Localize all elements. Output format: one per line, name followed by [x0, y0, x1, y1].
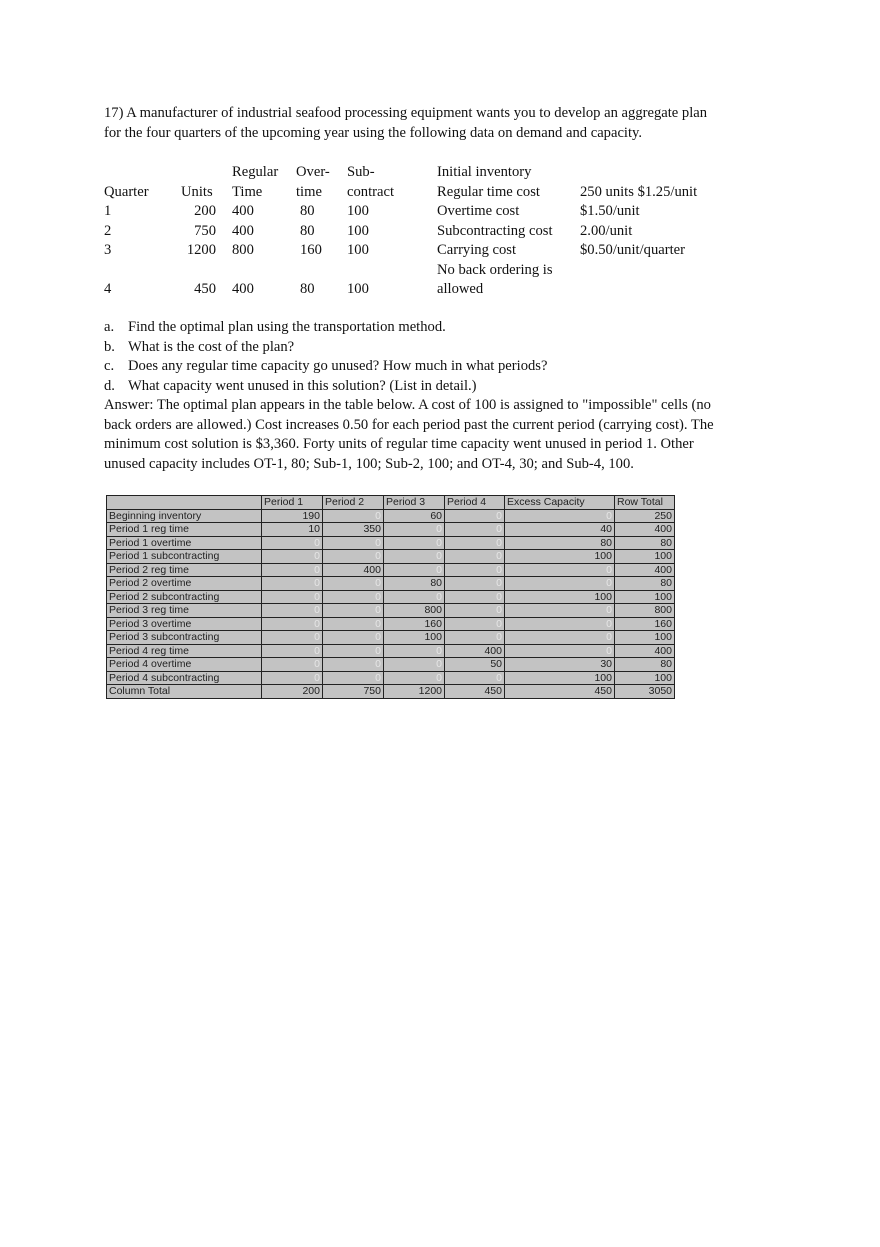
cost-value: $0.50/unit/quarter	[580, 242, 685, 258]
cost-label: Initial inventory	[437, 164, 532, 180]
solution-table	[106, 495, 675, 699]
header-sub: Sub-	[347, 164, 375, 180]
table-cell: 0	[384, 590, 445, 604]
column-header	[107, 496, 262, 510]
quarter-cell: 1	[104, 203, 112, 219]
table-row	[107, 604, 675, 618]
table-cell: 0	[262, 631, 323, 645]
table-cell: 400	[445, 644, 505, 658]
table-cell: 0	[445, 536, 505, 550]
table-cell: 100	[505, 550, 615, 564]
quarter-cell: 3	[104, 242, 112, 258]
header-quarter: Quarter	[104, 184, 149, 200]
table-row	[107, 658, 675, 672]
table-cell: 1200	[384, 685, 445, 699]
units-cell: 750	[194, 223, 216, 239]
cost-value: 250 units $1.25/unit	[580, 183, 698, 200]
answer-line: minimum cost solution is $3,360. Forty units of regular time capacity went unused in period 1. Other	[104, 436, 694, 452]
header-time: Time	[232, 184, 263, 200]
quarter-cell: 4	[104, 281, 112, 297]
table-cell: 0	[445, 671, 505, 685]
table-row	[107, 563, 675, 577]
table-cell: 80	[505, 536, 615, 550]
table-row	[107, 577, 675, 591]
table-cell: 800	[384, 604, 445, 618]
table-row	[107, 617, 675, 631]
subcontract-cell: 100	[347, 223, 369, 239]
subcontract-cell: 100	[347, 203, 369, 219]
table-cell: 0	[445, 523, 505, 537]
table-cell: 100	[615, 671, 675, 685]
table-cell: 0	[384, 671, 445, 685]
table-cell: 0	[384, 658, 445, 672]
table-cell: 30	[505, 658, 615, 672]
regular-cell: 400	[232, 223, 254, 239]
table-cell: 450	[445, 685, 505, 699]
subcontract-cell: 100	[347, 281, 369, 297]
table-cell: 0	[505, 604, 615, 618]
table-cell: 0	[262, 536, 323, 550]
table-cell: 0	[262, 671, 323, 685]
table-cell: 60	[384, 509, 445, 523]
part-key: d.	[104, 377, 115, 394]
overtime-cell: 80	[300, 203, 315, 219]
column-header: Period 4	[445, 496, 505, 510]
row-label: Period 1 overtime	[107, 536, 262, 550]
table-row	[107, 550, 675, 564]
table-cell: 160	[615, 617, 675, 631]
table-cell: 0	[262, 617, 323, 631]
table-cell: 400	[323, 563, 384, 577]
row-label: Beginning inventory	[107, 509, 262, 523]
overtime-cell: 80	[300, 281, 315, 297]
table-cell: 0	[323, 550, 384, 564]
table-cell: 50	[445, 658, 505, 672]
table-cell: 750	[323, 685, 384, 699]
table-cell: 0	[384, 644, 445, 658]
part-key: a.	[104, 319, 115, 335]
header-over: Over-	[296, 164, 330, 180]
table-cell: 400	[615, 563, 675, 577]
table-cell: 0	[445, 631, 505, 645]
table-cell: 0	[262, 658, 323, 672]
table-cell: 0	[384, 523, 445, 537]
answer-line: back orders are allowed.) Cost increases 0.50 for each period past the current period (carrying cost). The	[104, 416, 714, 433]
table-cell: 80	[384, 577, 445, 591]
column-header: Row Total	[615, 496, 675, 510]
cost-label: Overtime cost	[437, 203, 520, 219]
table-cell: 0	[323, 509, 384, 523]
table-cell: 80	[615, 536, 675, 550]
overtime-cell: 80	[300, 223, 315, 239]
table-cell: 0	[445, 509, 505, 523]
table-cell: 0	[505, 577, 615, 591]
header-regular: Regular	[232, 164, 279, 180]
cost-value: $1.50/unit	[580, 203, 640, 219]
table-cell: 0	[445, 550, 505, 564]
column-header: Excess Capacity	[505, 496, 615, 510]
table-cell: 0	[505, 631, 615, 645]
row-label: Period 4 subcontracting	[107, 671, 262, 685]
table-cell: 100	[505, 590, 615, 604]
subcontract-cell: 100	[347, 242, 369, 258]
header-time2: time	[296, 184, 322, 200]
row-label: Period 2 subcontracting	[107, 590, 262, 604]
cost-label: Subcontracting cost	[437, 222, 553, 239]
table-cell: 0	[323, 644, 384, 658]
table-cell: 100	[384, 631, 445, 645]
table-cell: 0	[262, 644, 323, 658]
part-text: Does any regular time capacity go unused? How much in what periods?	[128, 358, 548, 374]
row-label: Period 3 overtime	[107, 617, 262, 631]
table-cell: 100	[615, 631, 675, 645]
table-cell: 0	[262, 590, 323, 604]
table-cell: 0	[262, 577, 323, 591]
column-header: Period 1	[262, 496, 323, 510]
row-label: Period 1 subcontracting	[107, 550, 262, 564]
row-label: Period 3 reg time	[107, 604, 262, 618]
table-cell: 0	[384, 550, 445, 564]
table-cell: 200	[262, 685, 323, 699]
part-key: c.	[104, 358, 115, 374]
table-cell: 80	[615, 658, 675, 672]
table-cell: 0	[262, 563, 323, 577]
question-line: 17) A manufacturer of industrial seafood processing equipment wants you to develop an aggregate plan	[104, 105, 708, 121]
table-cell: 0	[323, 631, 384, 645]
table-cell: 0	[505, 509, 615, 523]
units-cell: 200	[194, 203, 216, 219]
table-cell: 0	[505, 563, 615, 577]
table-cell: 350	[323, 523, 384, 537]
table-cell: 10	[262, 523, 323, 537]
table-cell: 100	[505, 671, 615, 685]
table-cell: 0	[505, 617, 615, 631]
table-cell: 0	[323, 671, 384, 685]
answer-line: Answer: The optimal plan appears in the table below. A cost of 100 is assigned to "impossible" cells (no	[104, 397, 711, 413]
table-cell: 3050	[615, 685, 675, 699]
overtime-cell: 160	[300, 242, 322, 258]
cost-label: No back ordering is	[437, 261, 553, 278]
table-cell: 800	[615, 604, 675, 618]
row-label: Period 3 subcontracting	[107, 631, 262, 645]
question-part	[104, 358, 547, 375]
cost-label: allowed	[437, 281, 484, 297]
table-row	[107, 685, 675, 699]
table-cell: 400	[615, 644, 675, 658]
table-cell: 0	[323, 658, 384, 672]
column-header: Period 2	[323, 496, 384, 510]
answer-line: unused capacity includes OT-1, 80; Sub-1, 100; Sub-2, 100; and OT-4, 30; and Sub-4, 100.	[104, 455, 634, 472]
cost-value: 2.00/unit	[580, 222, 633, 239]
table-cell: 0	[505, 644, 615, 658]
table-row	[107, 536, 675, 550]
row-label: Period 2 overtime	[107, 577, 262, 591]
table-row	[107, 590, 675, 604]
part-text: Find the optimal plan using the transportation method.	[128, 319, 446, 335]
question-part	[104, 319, 446, 336]
regular-cell: 800	[232, 242, 254, 258]
table-cell: 100	[615, 590, 675, 604]
question-part	[104, 339, 294, 356]
row-label: Period 4 reg time	[107, 644, 262, 658]
table-row	[107, 671, 675, 685]
cost-label: Carrying cost	[437, 242, 517, 258]
table-cell: 450	[505, 685, 615, 699]
question-line: for the four quarters of the upcoming year using the following data on demand and capacity.	[104, 125, 643, 141]
table-cell: 250	[615, 509, 675, 523]
row-label: Period 4 overtime	[107, 658, 262, 672]
table-cell: 0	[323, 604, 384, 618]
table-cell: 0	[323, 577, 384, 591]
units-cell: 1200	[186, 242, 216, 258]
table-cell: 400	[615, 523, 675, 537]
question-part	[104, 378, 477, 395]
table-cell: 40	[505, 523, 615, 537]
table-cell: 100	[615, 550, 675, 564]
row-label: Period 1 reg time	[107, 523, 262, 537]
table-cell: 0	[384, 536, 445, 550]
table-cell: 160	[384, 617, 445, 631]
part-text: What capacity went unused in this solution? (List in detail.)	[128, 377, 477, 394]
units-cell: 450	[194, 281, 216, 297]
regular-cell: 400	[232, 281, 254, 297]
cost-label: Regular time cost	[437, 183, 540, 200]
table-cell: 0	[445, 617, 505, 631]
column-header: Period 3	[384, 496, 445, 510]
table-cell: 0	[445, 590, 505, 604]
row-label: Column Total	[107, 685, 262, 699]
part-text: What is the cost of the plan?	[128, 338, 295, 355]
table-cell: 0	[445, 563, 505, 577]
table-cell: 0	[262, 550, 323, 564]
part-key: b.	[104, 338, 115, 355]
table-cell: 0	[323, 536, 384, 550]
table-cell: 0	[445, 577, 505, 591]
table-row	[107, 523, 675, 537]
table-cell: 0	[384, 563, 445, 577]
table-cell: 190	[262, 509, 323, 523]
table-cell: 0	[262, 604, 323, 618]
header-contract: contract	[347, 184, 394, 200]
quarter-cell: 2	[104, 223, 112, 239]
table-header-row	[107, 496, 675, 510]
row-label: Period 2 reg time	[107, 563, 262, 577]
table-cell: 80	[615, 577, 675, 591]
table-cell: 0	[445, 604, 505, 618]
table-row	[107, 631, 675, 645]
table-row	[107, 509, 675, 523]
table-cell: 0	[323, 617, 384, 631]
table-cell: 0	[323, 590, 384, 604]
regular-cell: 400	[232, 203, 254, 219]
table-row	[107, 644, 675, 658]
header-units: Units	[181, 184, 213, 200]
